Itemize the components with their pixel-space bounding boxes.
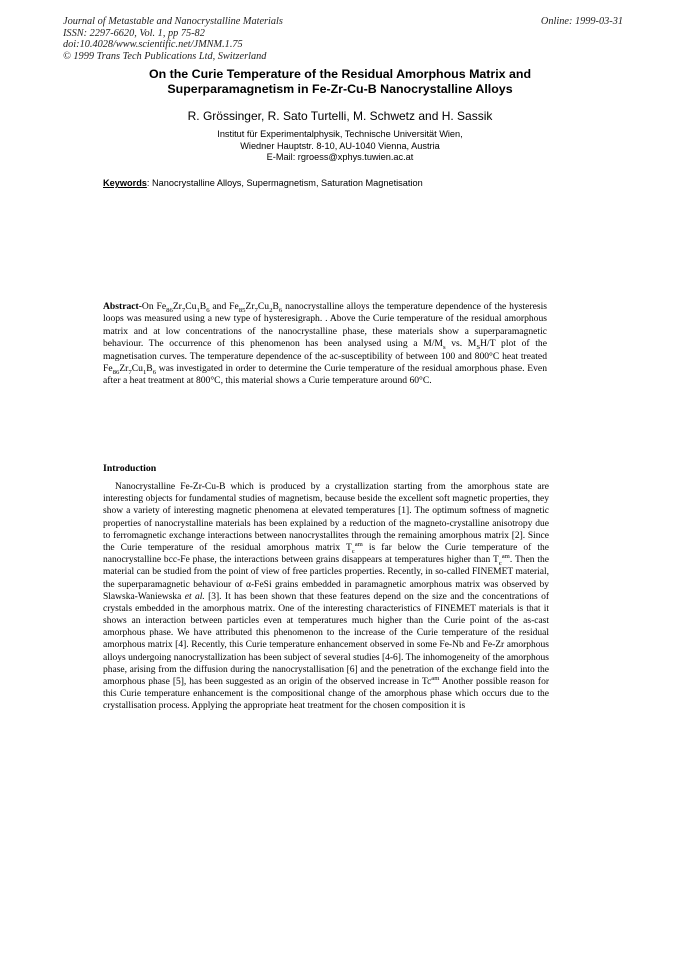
intro-subscript: c bbox=[498, 560, 502, 568]
keywords-colon: : bbox=[146, 178, 153, 188]
intro-superscript: am bbox=[431, 674, 440, 682]
abstract-text: vs. M bbox=[445, 338, 477, 350]
abstract-text: was investigated in order to determine the Curie temperature of the residual amorphous phase. Even after a heat treatment at 800°C, this material shows a Curie temperature around 60°C. bbox=[103, 363, 547, 387]
affiliation-line-2: Wiedner Hauptstr. 8-10, AU-1040 Vienna, Austria bbox=[240, 140, 440, 151]
keywords-label: Keywords bbox=[103, 178, 147, 188]
journal-header bbox=[63, 16, 623, 62]
abstract-text: Zr bbox=[119, 363, 129, 375]
journal-name: Journal of Metastable and Nanocrystalline Materials bbox=[63, 16, 283, 27]
abstract-label: Abstract- bbox=[103, 301, 142, 312]
abstract-text: B bbox=[199, 301, 207, 312]
intro-text: Nanocrystalline Fe-Zr-Cu-B which is produced by a crystallization starting from the amorphous state are interesting objects for fundamental studies of magnetism, because beside the excellent soft magnetic properties, they show a variety of interesting magnetic phenomena at elevated temperatures [1]. The optimum softness of magnetic properties of nanocrystalline materials has been explained by a reduction of the magneto-crystalline anisotropy due to ferromagnetic exchange interactions between nanocrystallites through the remaining amorphous matrix [2]. Since the Curie temperature of the residual amorphous matrix T bbox=[103, 482, 549, 553]
abstract-text: B bbox=[272, 301, 279, 312]
intro-superscript: am bbox=[354, 540, 363, 548]
intro-text: Another possible reason for this Curie temperature enhancement is the compositional change of the amorphous phase which occurs due to the crystallisation process. Applying the appropriate heat treatment for the chosen composition it is bbox=[103, 677, 549, 712]
abstract-text: B bbox=[146, 363, 153, 375]
abstract-subscript: 6 bbox=[152, 368, 157, 376]
title-line-1: On the Curie Temperature of the Residual Amorphous Matrix and bbox=[148, 67, 532, 81]
abstract-text: Cu bbox=[257, 301, 270, 312]
keywords bbox=[103, 177, 583, 189]
online-date: Online: 1999-03-31 bbox=[540, 16, 623, 27]
section-heading-introduction: Introduction bbox=[103, 463, 157, 474]
abstract bbox=[103, 301, 547, 388]
introduction-paragraph bbox=[103, 481, 549, 713]
abstract-subscript: 2 bbox=[269, 306, 273, 314]
intro-text: is far below the Curie temperature of the nanocrystalline bcc-Fe phase, the interactions between grains disappears at temperatures higher than T bbox=[103, 542, 549, 566]
journal-doi: doi:10.4028/www.scientific.net/JMNM.1.75 bbox=[63, 39, 243, 51]
intro-text: . Then the material can be studied from the point of view of free particles properties. Recently, in so-called FINEMET material, the superparamagnetic behaviour of α-FeSi grains embedded in paramagnetic amorphous matrix was observed by Slawska-Waniewska bbox=[103, 555, 549, 602]
author-list: R. Grössinger, R. Sato Turtelli, M. Schwetz and H. Sassik bbox=[187, 109, 493, 123]
abstract-text: H/T plot of the magnetisation curves. The temperature dependence of the ac-susceptibility of between 100 and 800°C heat treated Fe bbox=[103, 338, 547, 375]
abstract-subscript: 7 bbox=[181, 306, 186, 314]
title-line-2: Superparamagnetism in Fe-Zr-Cu-B Nanocrystalline Alloys bbox=[167, 82, 513, 96]
intro-emphasis: et al. bbox=[184, 591, 205, 602]
abstract-subscript: s bbox=[442, 344, 446, 352]
keywords-text: Nanocrystalline Alloys, Supermagnetism, Saturation Magnetisation bbox=[152, 178, 423, 188]
abstract-subscript: 86 bbox=[166, 306, 173, 314]
abstract-text: Zr bbox=[245, 301, 255, 312]
intro-superscript: am bbox=[501, 552, 510, 560]
abstract-subscript: 6 bbox=[278, 306, 283, 314]
abstract-text: nanocrystalline alloys the temperature dependence of the hysteresis loops was measured using a new type of hysteresigraph. . Above the Curie temperature of the residual amorphous matrix and at low concentrations of the nanocrystalline phase, these materials show a superparamagnetic behaviour. The occurrence of this phenomenon has been analysed using a M/M bbox=[103, 301, 547, 350]
abstract-subscript: 1 bbox=[142, 368, 147, 376]
paper-title bbox=[80, 67, 600, 97]
affiliation-email: E-Mail: rgroess@xphys.tuwien.ac.at bbox=[266, 152, 414, 163]
abstract-text: Cu bbox=[131, 363, 143, 375]
abstract-subscript: 85 bbox=[238, 306, 246, 314]
abstract-text: Zr bbox=[172, 301, 182, 312]
abstract-subscript: 1 bbox=[196, 306, 200, 314]
abstract-text: On Fe bbox=[141, 301, 167, 312]
affiliation-line-1: Institut für Experimentalphysik, Technische Universität Wien, bbox=[217, 129, 463, 139]
abstract-subscript: 86 bbox=[112, 368, 120, 376]
journal-copyright: © 1999 Trans Tech Publications Ltd, Switzerland bbox=[63, 50, 267, 62]
abstract-text: Cu bbox=[185, 301, 197, 312]
intro-subscript: c bbox=[351, 547, 355, 555]
abstract-subscript: S bbox=[476, 344, 481, 352]
journal-issn: ISSN: 2297-6620, Vol. 1, pp 75-82 bbox=[63, 27, 205, 39]
affiliation bbox=[80, 129, 600, 164]
abstract-subscript: 7 bbox=[254, 306, 258, 314]
abstract-subscript: 7 bbox=[128, 368, 132, 376]
intro-text: [3]. It has been shown that these features depend on the size and the concentrations of crystals embedded in the amorphous matrix. One of the interesting characteristics of FINEMET materials is that it shows an interaction between particles even at temperatures much higher than the Curie point of the as-cast amorphous phase. We have attributed this phenomenon to the increase of the Curie temperature of the residual amorphous matrix [4]. Recently, this Curie temperature enhancement observed in some Fe-Nb and Fe-Zr amorphous alloys undergoing nanocrystallization has been subject of several studies [4-6]. The inhomogeneity of the amorphous phase, arising from the diffusion during the nanocrystallisation [6] and the penetration of the exchange field into the amorphous phase [5], has been suggested as an origin of the observed increase in Tc bbox=[103, 591, 549, 687]
abstract-subscript: 6 bbox=[206, 306, 210, 314]
abstract-text: and Fe bbox=[209, 301, 239, 312]
